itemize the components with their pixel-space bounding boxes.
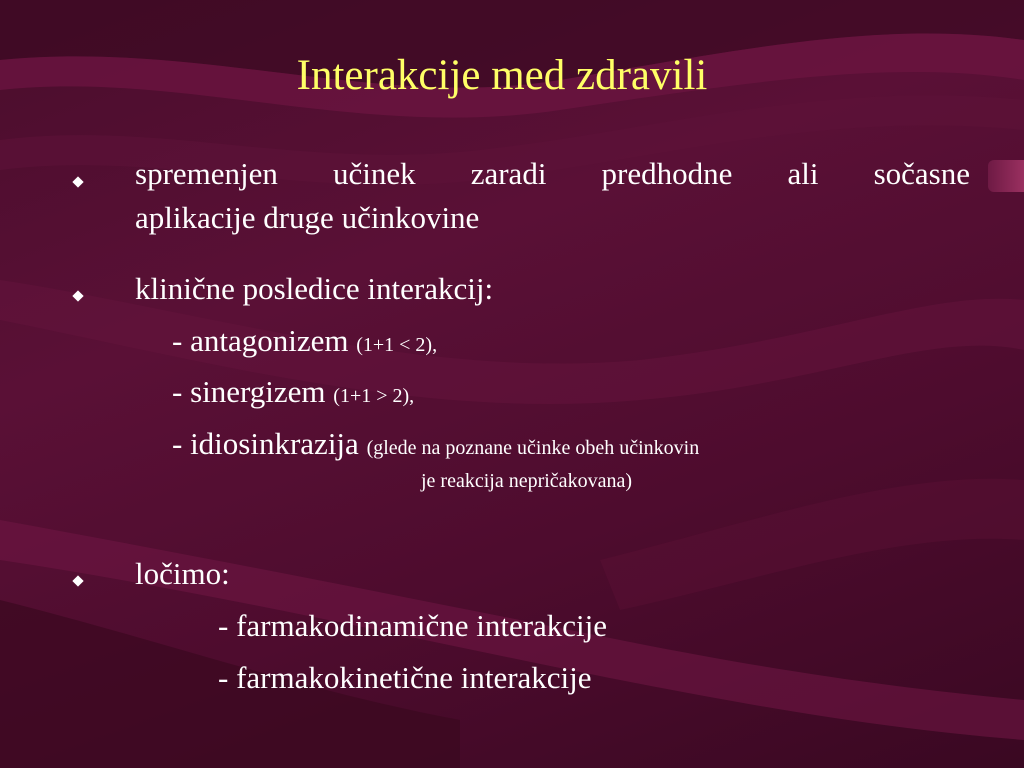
synergism-item [172,373,414,412]
word: učinek [332,156,416,191]
bullet-1-line-2: aplikacije druge učinkovine [135,200,480,235]
idiosyncrasy-note-continued: je reakcija nepričakovana) [421,470,632,492]
antagonism-item [172,322,437,361]
bullet-3-heading: ločimo: [135,556,230,591]
word: ali [787,156,819,191]
bullet-2-heading: klinične posledice interakcij: [135,271,494,306]
bullet-1-line-1 [135,155,970,194]
idiosyncrasy-note: (glede na poznane učinke obeh učinkovin [366,437,700,459]
word: spremenjen [135,156,278,191]
idiosyncrasy-item [172,425,699,464]
word: zaradi [470,156,547,191]
synergism-note: (1+1 > 2), [333,385,415,407]
edge-decoration [988,160,1024,192]
synergism-label: - sinergizem [172,374,326,409]
antagonism-label: - antagonizem [172,323,349,358]
bullet-marker-1 [74,178,86,190]
antagonism-note: (1+1 < 2), [356,334,438,356]
word: sočasne [873,156,970,191]
bullet-marker-2 [74,292,86,304]
pharmacodynamic-item: - farmakodinamične interakcije [218,608,608,643]
bullet-marker-3 [74,577,86,589]
slide-title: Interakcije med zdravili [296,52,708,99]
idiosyncrasy-label: - idiosinkrazija [172,426,359,461]
pharmacokinetic-item: - farmakokinetične interakcije [218,660,592,695]
word: predhodne [601,156,733,191]
